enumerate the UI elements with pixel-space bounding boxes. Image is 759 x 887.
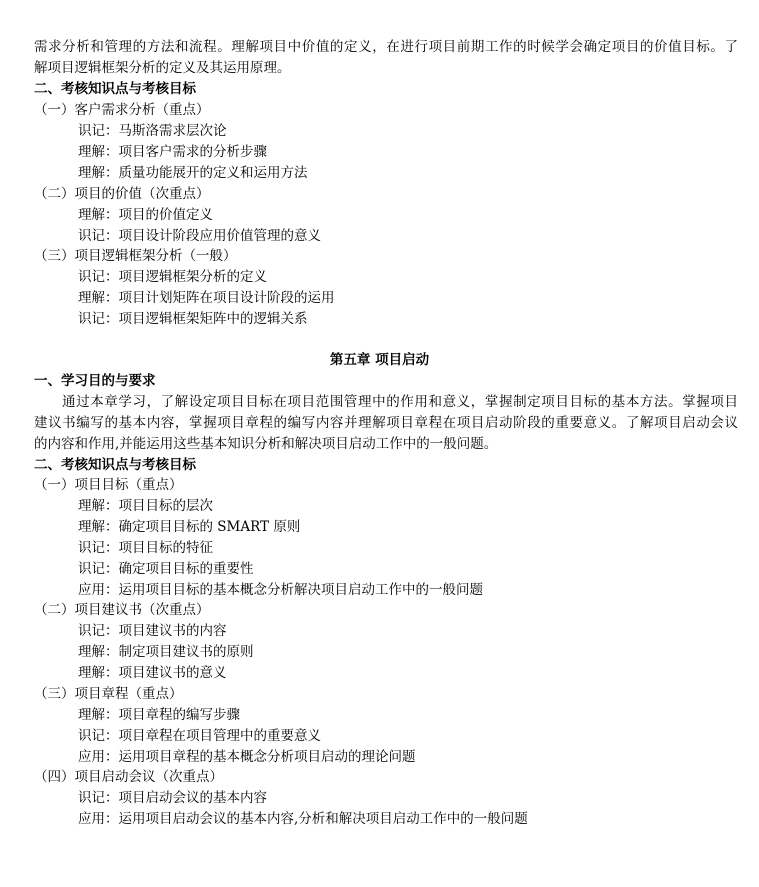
ch5-s2-item: 理解：制定项目建议书的原则 xyxy=(78,644,254,660)
ch5-points-heading: 二、考核知识点与考核目标 xyxy=(34,457,196,473)
ch4-s1-item: 识记：马斯洛需求层次论 xyxy=(78,123,227,139)
ch5-s4-item: 应用：运用项目启动会议的基本内容,分析和解决项目启动工作中的一般问题 xyxy=(78,811,528,827)
ch5-goals-line-3: 的内容和作用,并能运用这些基本知识分析和解决项目启动工作中的一般问题。 xyxy=(34,436,498,452)
intro-line-2: 解项目逻辑框架分析的定义及其运用原理。 xyxy=(34,60,291,76)
ch4-points-heading: 二、考核知识点与考核目标 xyxy=(34,81,196,97)
ch5-s1-item: 识记：项目目标的特征 xyxy=(78,540,213,556)
ch5-s1-item: 理解：确定项目目标的 SMART 原则 xyxy=(78,519,301,535)
ch4-s1-item: 理解：质量功能展开的定义和运用方法 xyxy=(78,165,308,181)
intro-line-1: 需求分析和管理的方法和流程。理解项目中价值的定义，在进行项目前期工作的时候学会确定项目的价值目标。了 xyxy=(34,39,738,55)
ch5-s3-item: 应用：运用项目章程的基本概念分析项目启动的理论问题 xyxy=(78,749,416,765)
ch4-s3-item: 理解：项目计划矩阵在项目设计阶段的运用 xyxy=(78,290,335,306)
chapter-5-title: 第五章 项目启动 xyxy=(329,352,430,368)
ch5-section-3-title: （三）项目章程（重点） xyxy=(34,686,183,702)
ch4-section-2-title: （二）项目的价值（次重点） xyxy=(34,186,210,202)
ch5-s1-item: 应用：运用项目目标的基本概念分析解决项目启动工作中的一般问题 xyxy=(78,582,483,598)
ch5-section-2-title: （二）项目建议书（次重点） xyxy=(34,602,210,618)
ch4-s3-item: 识记：项目逻辑框架分析的定义 xyxy=(78,269,267,285)
ch4-section-1-title: （一）客户需求分析（重点） xyxy=(34,102,210,118)
ch5-s3-item: 识记：项目章程在项目管理中的重要意义 xyxy=(78,728,321,744)
ch5-s4-item: 识记：项目启动会议的基本内容 xyxy=(78,790,267,806)
ch5-s2-item: 理解：项目建议书的意义 xyxy=(78,665,227,681)
ch5-s3-item: 理解：项目章程的编写步骤 xyxy=(78,707,240,723)
ch5-s2-item: 识记：项目建议书的内容 xyxy=(78,623,227,639)
ch5-goals-line-1: 通过本章学习，了解设定项目目标在项目范围管理中的作用和意义，掌握制定项目目标的基本方法。掌握项目 xyxy=(62,394,738,410)
ch5-section-4-title: （四）项目启动会议（次重点） xyxy=(34,769,223,785)
ch5-s1-item: 识记：确定项目目标的重要性 xyxy=(78,561,254,577)
ch5-goals-line-2: 建议书编写的基本内容，掌握项目章程的编写内容并理解项目章程在项目启动阶段的重要意义。了解项目启动会议 xyxy=(34,415,738,431)
ch4-section-3-title: （三）项目逻辑框架分析（一般） xyxy=(34,248,237,264)
ch4-s2-item: 理解：项目的价值定义 xyxy=(78,207,213,223)
ch4-s3-item: 识记：项目逻辑框架矩阵中的逻辑关系 xyxy=(78,311,308,327)
ch4-s2-item: 识记：项目设计阶段应用价值管理的意义 xyxy=(78,228,321,244)
ch5-goals-heading: 一、学习目的与要求 xyxy=(34,373,156,389)
ch5-section-1-title: （一）项目目标（重点） xyxy=(34,477,183,493)
ch4-s1-item: 理解：项目客户需求的分析步骤 xyxy=(78,144,267,160)
ch5-s1-item: 理解：项目目标的层次 xyxy=(78,498,213,514)
